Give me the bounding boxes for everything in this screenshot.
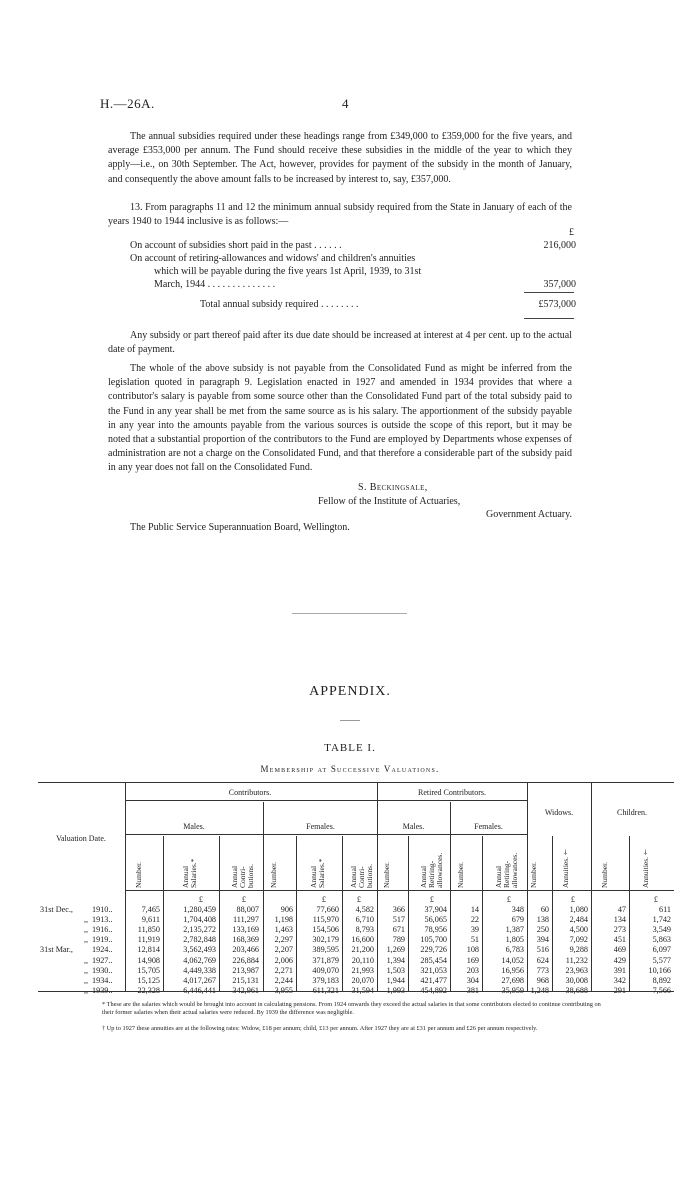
- valuation-year: 1913..: [92, 915, 113, 925]
- column-header: Number.: [529, 861, 538, 888]
- column-header: Number.: [133, 861, 143, 888]
- table-cell: 469: [613, 945, 626, 955]
- currency-mark: £: [321, 895, 326, 904]
- table-cell: 14,052: [501, 955, 524, 965]
- table-cell: 409,070: [312, 965, 339, 975]
- column-header: Annuities.†: [561, 847, 570, 888]
- subgroup-rule: [125, 834, 527, 835]
- table-cell: 1,993: [386, 985, 405, 995]
- table-cell: 789: [392, 935, 405, 945]
- currency-mark: £: [570, 895, 575, 904]
- table-cell: 4,500: [569, 925, 588, 935]
- valuation-date-label: 31st Dec.,: [40, 905, 73, 914]
- table-cell: 6,710: [355, 915, 374, 925]
- table-cell: 2,006: [274, 955, 293, 965]
- currency-mark: £: [653, 895, 658, 904]
- table-cell: 11,232: [565, 955, 588, 965]
- currency-mark: £: [506, 895, 511, 904]
- valuation-date-label: 31st Mar.,: [40, 945, 73, 955]
- column-header: Annual Retiring- allowances.: [418, 852, 444, 888]
- table-cell: 229,726: [420, 945, 447, 955]
- table-cell: 381: [466, 985, 479, 995]
- table-cell: 30,008: [565, 975, 588, 985]
- table-cell: 77,660: [316, 905, 339, 914]
- table-cell: 105,700: [420, 935, 447, 945]
- table-cell: 3,549: [652, 925, 671, 935]
- table-cell: 342: [613, 975, 626, 985]
- valuation-year: 1927..: [92, 955, 113, 965]
- valuation-date-label: ,,: [84, 955, 89, 965]
- subsidy-row-amount: 357,000: [543, 279, 576, 290]
- table-cell: 3,562,493: [183, 945, 216, 955]
- table-cell: 2,244: [274, 975, 293, 985]
- retired-contributors-header: Retired Contributors.: [418, 788, 486, 797]
- table-cell: 611,321: [312, 985, 339, 995]
- table-cell: 203,466: [232, 945, 259, 955]
- total-label: Total annual subsidy required . . . . . . . .: [200, 299, 359, 310]
- table-cell: 624: [536, 955, 549, 965]
- table-cell: 1,704,408: [183, 915, 216, 925]
- table-cell: 348: [511, 905, 524, 914]
- table-cell: 1,463: [274, 925, 293, 935]
- table-cell: 2,135,272: [183, 925, 216, 935]
- signatory-name: S. Beckingsale,: [358, 482, 428, 493]
- table-cell: 168,369: [232, 935, 259, 945]
- subsidy-row-label: On account of retiring-allowances and widows' and children's annuities: [130, 253, 416, 264]
- table-cell: 10,166: [648, 965, 671, 975]
- addressee: The Public Service Superannuation Board, Wellington.: [130, 522, 350, 533]
- table-cell: 78,956: [424, 925, 447, 935]
- table-cell: 285,454: [420, 955, 447, 965]
- table-cell: 304: [466, 975, 479, 985]
- table-cell: 2,271: [274, 965, 293, 975]
- table-cell: 22,328: [137, 985, 160, 995]
- table-cell: 342,961: [232, 985, 259, 995]
- paragraph-interest: Any subsidy or part thereof paid after its due date should be increased at interest at 4 per cent. up to the actual date of payment.: [108, 330, 572, 356]
- valuation-date-label: ,,: [84, 975, 89, 985]
- table-cell: 2,207: [274, 945, 293, 955]
- contributors-males-header: Males.: [183, 822, 205, 831]
- column-header: Number.: [455, 861, 465, 888]
- column-header: Number.: [269, 861, 278, 888]
- table-cell: 226,884: [232, 955, 259, 965]
- table-cell: 429: [613, 955, 626, 965]
- table-top-border: [38, 782, 674, 783]
- table-cell: 6,783: [505, 945, 524, 955]
- paragraph-13: 13. From paragraphs 11 and 12 the minimum annual subsidy required from the State in January of each of the years 1940 to 1944 inclusive is as follows:—: [108, 202, 572, 228]
- table-cell: 111,297: [232, 915, 259, 925]
- currency-mark: £: [429, 895, 434, 904]
- table-cell: 451: [613, 935, 626, 945]
- report-code: H.—26A.: [100, 96, 155, 111]
- retired-males-header: Males.: [402, 822, 425, 831]
- table-cell: 2,297: [274, 935, 293, 945]
- table-cell: 169: [466, 955, 479, 965]
- table-cell: 16,600: [351, 935, 374, 945]
- table-cell: 14,908: [137, 955, 160, 965]
- table-cell: 773: [536, 965, 549, 975]
- table-cell: 516: [536, 945, 549, 955]
- page-number: 4: [342, 96, 349, 111]
- table-cell: 4,582: [355, 905, 374, 914]
- table-cell: 8,892: [652, 975, 671, 985]
- table-cell: 12,814: [137, 945, 160, 955]
- table-cell: 11,919: [137, 935, 160, 945]
- valuation-date-label: ,,: [84, 935, 89, 945]
- contributors-header: Contributors.: [228, 788, 272, 797]
- table-cell: 7,566: [652, 985, 671, 995]
- table-cell: 9,611: [141, 915, 160, 925]
- table-cell: 1,280,459: [183, 905, 216, 914]
- table-cell: 213,987: [232, 965, 259, 975]
- table-cell: 1,248: [530, 985, 549, 995]
- column-header: Number.: [599, 861, 609, 888]
- currency-mark: £: [356, 895, 361, 904]
- table-cell: 37,904: [424, 905, 447, 914]
- table-cell: 215,131: [232, 975, 259, 985]
- table-cell: 9,288: [569, 945, 588, 955]
- column-header: Annual Contri- butions.: [230, 864, 255, 888]
- table-cell: 1,080: [569, 905, 588, 914]
- table-cell: 88,007: [236, 905, 259, 914]
- table-cell: 391: [613, 965, 626, 975]
- children-header: Children.: [617, 808, 647, 817]
- table-cell: 5,577: [652, 955, 671, 965]
- table-cell: 21,993: [351, 965, 374, 975]
- group-rule: [125, 800, 527, 801]
- column-header: Number.: [382, 861, 391, 888]
- table-cell: 134: [613, 915, 626, 925]
- table-cell: 671: [392, 925, 405, 935]
- table-cell: 4,017,267: [183, 975, 216, 985]
- table-cell: 21,200: [351, 945, 374, 955]
- footnote-annuities: † Up to 1927 these annuities are at the following rates: Widow, £18 per annum; child, £13 per annum. After 1927 they are at £31 per annum and £26 per annum respectively.: [102, 1025, 538, 1032]
- valuation-date-header: Valuation Date.: [56, 834, 106, 843]
- table-cell: 394: [536, 935, 549, 945]
- column-header: Annual Retiring- allowances.: [494, 852, 519, 888]
- footnote-salaries: * These are the salaries which would be brought into account in calculating pensions. From 1924 onwards they exceed the actual salaries in that some contributors elected to continue contributing on their former salaries when their actual salaries were reduced. By 1939 the difference was negligible.: [102, 1001, 601, 1016]
- table-cell: 7,092: [569, 935, 588, 945]
- valuation-year: 1924..: [92, 945, 113, 955]
- table-cell: 15,125: [137, 975, 160, 985]
- table-cell: 8,793: [355, 925, 374, 935]
- paragraph-consolidated-fund: The whole of the above subsidy is not payable from the Consolidated Fund as might be inferred from the legislation quoted in paragraph 9. Legislation enacted in 1927 and amended in 1934 provides that where a contributor's salary is payable from some source other than the Consolidated Fund part of the total subsidy paid to the Fund in any year shall be met from the same source as is his salary. The apportionment of the subsidy payable in any year into the amounts payable from the various sources is outside the scope of this report, but it may be noted that a substantial proportion of the contributors to the Fund are employed by Departments whose expenses of administration are not a charge on the Consolidated Fund, and that therefore a considerable part of the subsidy paid in any year does not fall on the Consolidated Fund.: [108, 363, 572, 474]
- valuation-year: 1939..: [92, 985, 113, 995]
- table-cell: 1,198: [274, 915, 293, 925]
- valuation-year: 1916..: [92, 925, 113, 935]
- table-cell: 4,062,769: [183, 955, 216, 965]
- table-cell: 2,484: [569, 915, 588, 925]
- table-cell: 7,465: [141, 905, 160, 914]
- currency-mark: £: [198, 895, 203, 904]
- table-cell: 302,179: [312, 935, 339, 945]
- column-header: Annual Salaries.*: [180, 858, 198, 888]
- subsidy-row-label: March, 1944 . . . . . . . . . . . . . .: [154, 279, 276, 290]
- valuation-year: 1930..: [92, 965, 113, 975]
- table-cell: 250: [536, 925, 549, 935]
- table-cell: 23,963: [565, 965, 588, 975]
- table-cell: 138: [536, 915, 549, 925]
- widows-header: Widows.: [544, 808, 574, 817]
- table-cell: 14: [470, 905, 479, 914]
- valuation-year: 1910..: [92, 905, 113, 914]
- table-cell: 16,956: [501, 965, 524, 975]
- table-cell: 38,688: [565, 985, 588, 995]
- table-cell: 5,863: [652, 935, 671, 945]
- table-cell: 1,387: [505, 925, 524, 935]
- table-cell: 366: [392, 905, 405, 914]
- column-header: Annual Contri- butions.: [349, 864, 374, 888]
- currency-symbol: £: [569, 227, 574, 238]
- valuation-date-label: ,,: [84, 925, 89, 935]
- table-cell: 454,892: [420, 985, 447, 995]
- signatory-position: Government Actuary.: [486, 509, 572, 520]
- column-header: Annual Salaries.*: [308, 858, 326, 888]
- valuation-year: 1934..: [92, 975, 113, 985]
- valuation-date-label: ,,: [84, 915, 89, 925]
- table-cell: 389,595: [312, 945, 339, 955]
- table-cell: 291: [613, 985, 626, 995]
- table-cell: 35,959: [501, 985, 524, 995]
- table-cell: 968: [536, 975, 549, 985]
- table-cell: 154,506: [312, 925, 339, 935]
- table-cell: 679: [511, 915, 524, 925]
- table-cell: 6,097: [652, 945, 671, 955]
- table-cell: 20,110: [351, 955, 374, 965]
- table-cell: 39: [470, 925, 479, 935]
- table-cell: 906: [280, 905, 293, 914]
- table-cell: 47: [617, 905, 626, 914]
- table-cell: 115,970: [312, 915, 339, 925]
- table-cell: 1,944: [386, 975, 405, 985]
- table-cell: 1,503: [386, 965, 405, 975]
- currency-mark: £: [241, 895, 246, 904]
- table-subtitle: Membership at Successive Valuations.: [260, 764, 440, 774]
- table-cell: 20,070: [351, 975, 374, 985]
- table-cell: 11,850: [137, 925, 160, 935]
- paragraph-annual-subsidies: The annual subsidies required under these headings range from £349,000 to £359,000 for the five years, and average £353,000 per annum. The Fund should receive these subsidies in the middle of the year to which they apply—i.e., on 30th September. The Act, however, provides for payment of the subsidy in the month of January, and consequently the above amount falls to be increased by interest to, say, £357,000.: [108, 131, 572, 185]
- table-cell: 1,742: [652, 915, 671, 925]
- table-cell: 15,705: [137, 965, 160, 975]
- table-title: TABLE I.: [324, 742, 376, 754]
- column-header: Annuities.†: [641, 847, 650, 888]
- subsidy-row-amount: 216,000: [543, 240, 576, 251]
- appendix-heading: APPENDIX.: [309, 684, 391, 699]
- table-cell: 56,065: [424, 915, 447, 925]
- table-cell: 517: [392, 915, 405, 925]
- table-cell: 27,698: [501, 975, 524, 985]
- table-cell: 1,805: [505, 935, 524, 945]
- table-cell: 1,394: [386, 955, 405, 965]
- retired-females-header: Females.: [474, 822, 503, 831]
- subsidy-row-label: which will be payable during the five years 1st April, 1939, to 31st: [154, 266, 422, 277]
- valuation-date-label: ,,: [84, 965, 89, 975]
- table-cell: 3,955: [274, 985, 293, 995]
- subsidy-row-label: On account of subsidies short paid in the past . . . . . .: [130, 240, 342, 251]
- table-cell: 4,449,338: [183, 965, 216, 975]
- valuation-year: 1919..: [92, 935, 113, 945]
- table-cell: 379,183: [312, 975, 339, 985]
- table-cell: 6,446,441: [183, 985, 216, 995]
- table-cell: 1,269: [386, 945, 405, 955]
- table-cell: 273: [613, 925, 626, 935]
- table-cell: 51: [470, 935, 479, 945]
- contributors-females-header: Females.: [306, 822, 335, 831]
- table-cell: 31,594: [351, 985, 374, 995]
- table-cell: 371,879: [312, 955, 339, 965]
- table-cell: 22: [470, 915, 479, 925]
- signatory-title: Fellow of the Institute of Actuaries,: [318, 496, 461, 507]
- table-cell: 2,782,848: [183, 935, 216, 945]
- table-cell: 421,477: [420, 975, 447, 985]
- table-cell: 203: [466, 965, 479, 975]
- table-cell: 133,169: [232, 925, 259, 935]
- table-cell: 108: [466, 945, 479, 955]
- table-cell: 321,053: [420, 965, 447, 975]
- table-cell: 611: [659, 905, 671, 914]
- total-amount: £573,000: [538, 299, 576, 310]
- valuation-date-label: ,,: [84, 985, 89, 995]
- table-cell: 60: [540, 905, 549, 914]
